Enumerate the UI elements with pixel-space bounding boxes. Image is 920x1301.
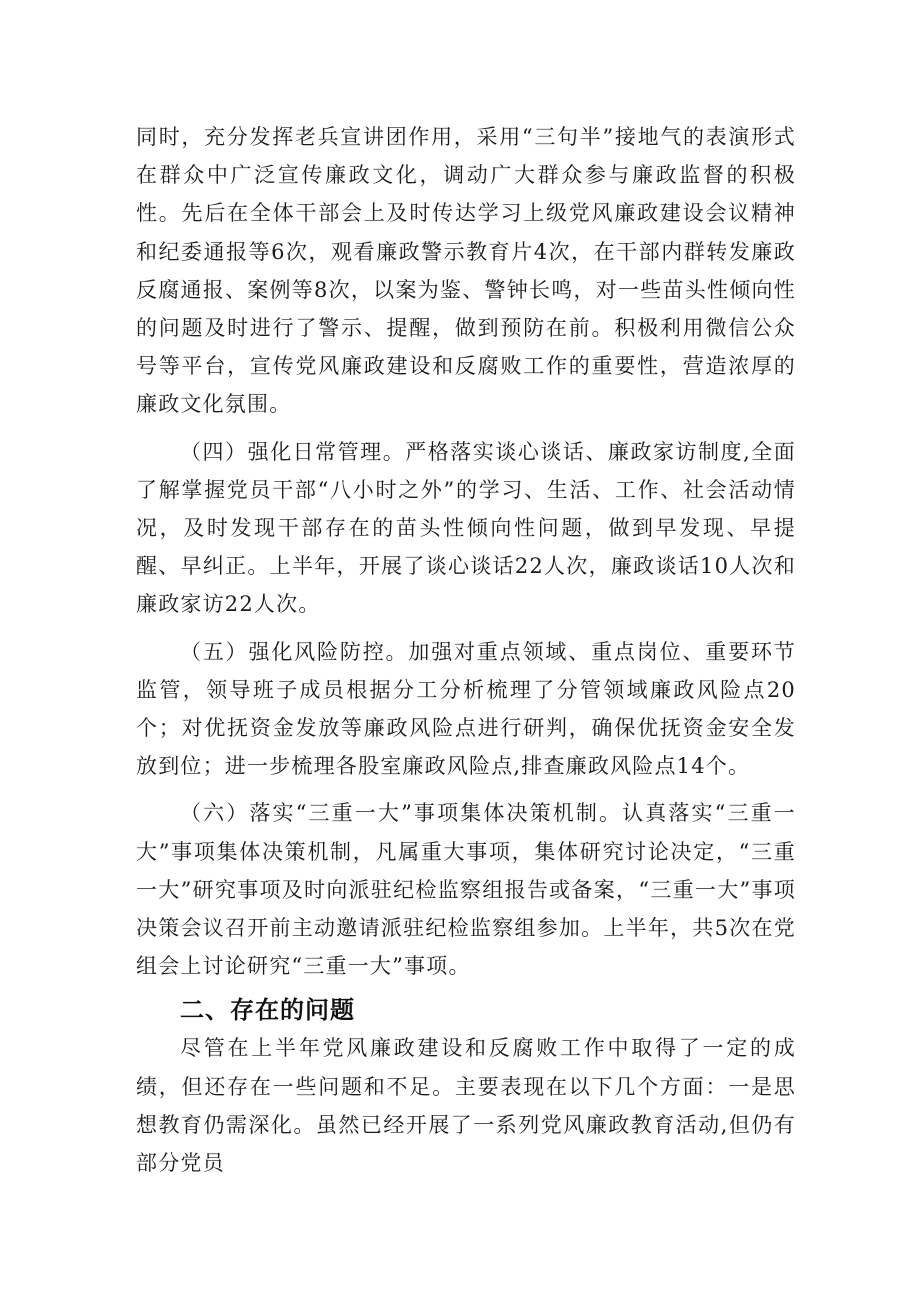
paragraph-integrity-culture: 同时，充分发挥老兵宣讲团作用，采用“三句半”接地气的表演形式在群众中广泛宣传廉政文化，调动广大群众参与廉政监督的积极性。先后在全体干部会上及时传达学习上级党风廉政建设会议精神和纪委通报等6次，观看廉政警示教育片4次，在干部内群转发廉政反腐通报、案例等8次，以案为鉴、警钟长鸣，对一些苗头性倾向性的问题及时进行了警示、提醒，做到预防在前。积极利用微信公众号等平台，宣传党风廉政建设和反腐败工作的重要性，营造浓厚的廉政文化氛围。: [136, 125, 796, 417]
section-heading-problems: 二、存在的问题: [180, 996, 355, 1025]
paragraph-collective-decision: （六）落实“三重一大”事项集体决策机制。认真落实“三重一大”事项集体决策机制，凡属重大事项，集体研究讨论决定，“三重一大”研究事项及时向派驻纪检监察组报告或备案，“三重一大”事项决策会议召开前主动邀请派驻纪检监察组参加。上半年，共5次在党组会上讨论研究“三重一大”事项。: [136, 801, 796, 979]
paragraph-risk-control: （五）强化风险防控。加强对重点领域、重点岗位、重要环节监管，领导班子成员根据分工分析梳理了分管领域廉政风险点20个；对优抚资金发放等廉政风险点进行研判，确保优抚资金安全发放到位；进一步梳理各股室廉政风险点,排查廉政风险点14个。: [136, 639, 796, 779]
paragraph-problems-intro: 尽管在上半年党风廉政建设和反腐败工作中取得了一定的成绩，但还存在一些问题和不足。主要表现在以下几个方面：一是思想教育仍需深化。虽然已经开展了一系列党风廉政教育活动,但仍有部分党员: [136, 1036, 796, 1176]
document-body: [136, 118, 796, 1182]
paragraph-daily-management: （四）强化日常管理。严格落实谈心谈话、廉政家访制度,全面了解掌握党员干部“八小时之外”的学习、生活、工作、社会活动情况，及时发现干部存在的苗头性倾向性问题，做到早发现、早提醒、早纠正。上半年，开展了谈心谈话22人次，廉政谈话10人次和廉政家访22人次。: [136, 439, 796, 617]
